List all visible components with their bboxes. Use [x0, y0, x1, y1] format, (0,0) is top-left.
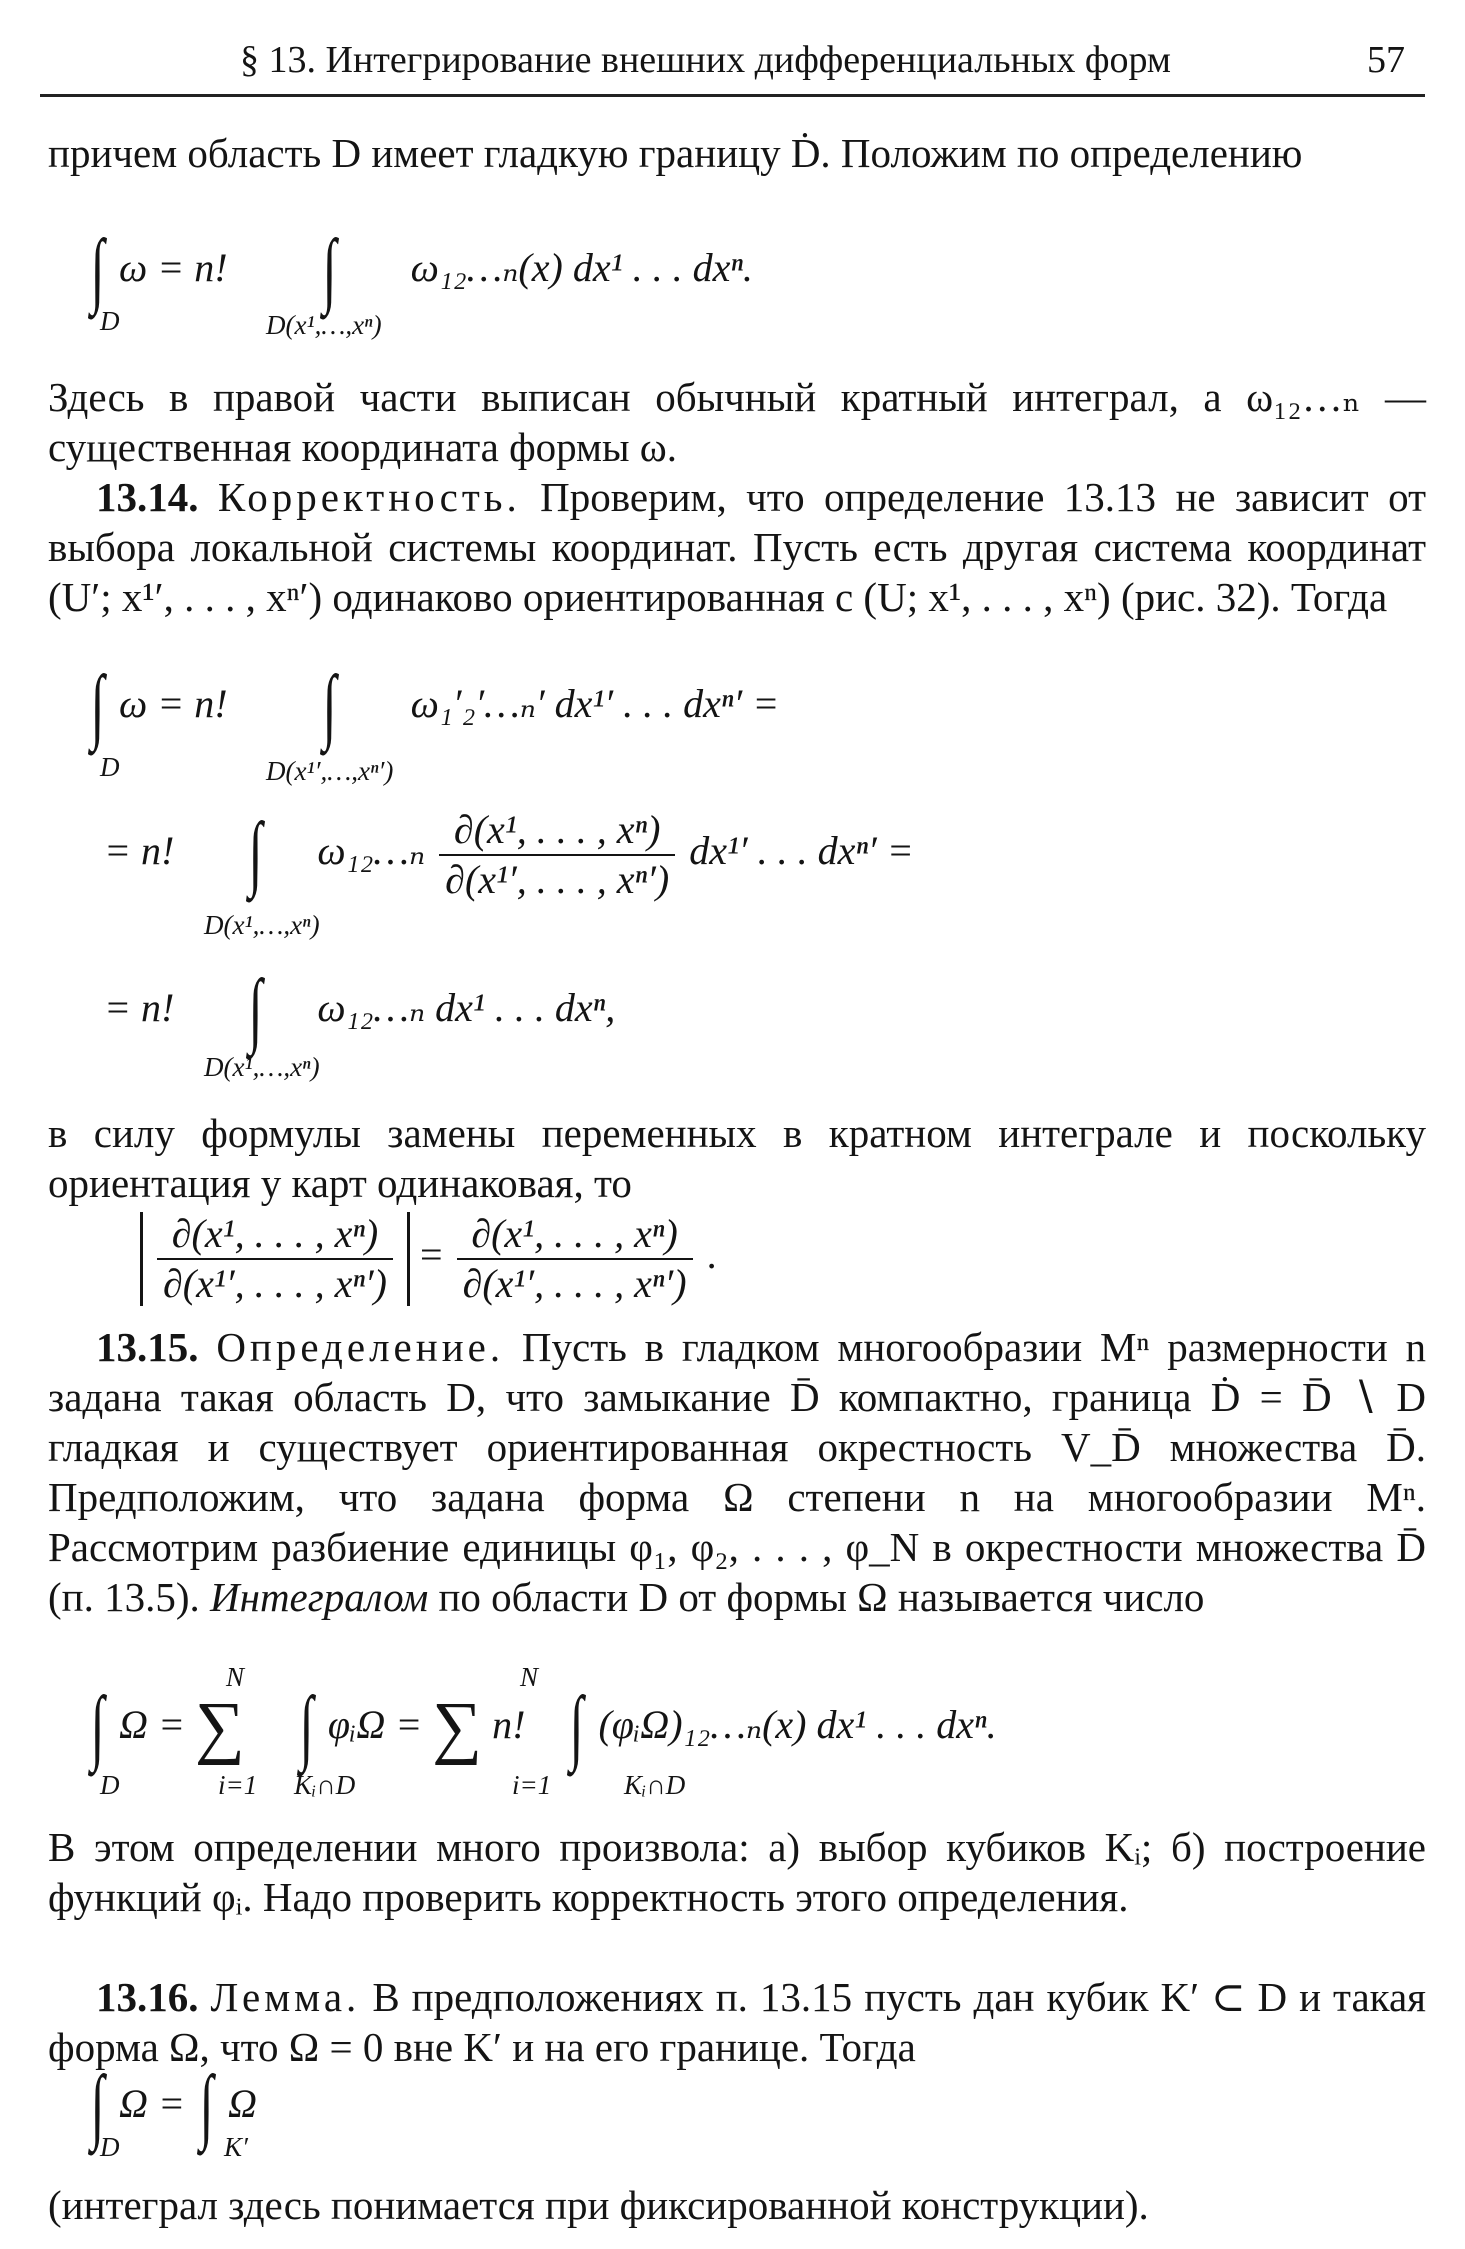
section-number: 13.16. [96, 1974, 199, 2020]
paragraph-3 [48, 472, 1426, 622]
section-heading: Корректность. [217, 474, 521, 520]
equation-6-factorial: n! [492, 1702, 526, 1747]
equation-1-lower-limit-right: D(x¹,…,xⁿ) [266, 310, 382, 340]
equation-6-lower-limit-K: Kᵢ∩D [294, 1770, 356, 1800]
equation-6-mid: φᵢΩ = [327, 1702, 423, 1747]
sum-upper-limit: N [520, 1662, 539, 1692]
equation-7-lower-limit-K: K′ [224, 2132, 248, 2162]
paragraph-5 [48, 1322, 1426, 1622]
jacobian-fraction-abs [157, 1212, 393, 1306]
equation-4-lead: = n! [104, 985, 175, 1030]
equation-6 [86, 1680, 997, 1773]
integral-sign: ∫ [90, 659, 105, 752]
equation-3-omega: ω₁₂…ₙ [317, 828, 426, 874]
paragraph-4-text: в силу формулы замены переменных в кратном интеграле и поскольку ориентация у карт одинаковая, то [48, 1110, 1426, 1206]
page-number: 57 [1367, 39, 1405, 81]
integral-sign: ∫ [322, 659, 336, 752]
jacobian-denominator: ∂(x¹′, . . . , xⁿ′) [163, 1261, 388, 1306]
paragraph-1-text: причем область D имеет гладкую границу Ḋ. Положим по определению [48, 130, 1303, 176]
equation-2-integrand: ω₁′₂′…ₙ′ dx¹′ . . . dxⁿ′ = [410, 681, 780, 726]
paragraph-8-text: (интеграл здесь понимается при фиксированной конструкции). [48, 2182, 1149, 2228]
paragraph-1 [48, 128, 1426, 178]
integral-sign: ∫ [248, 806, 263, 900]
sum-sign: ∑ [194, 1689, 245, 1766]
jacobian-denominator: ∂(x¹′, . . . , xⁿ′) [445, 857, 670, 902]
equation-5 [140, 1212, 717, 1306]
equation-1-integrand: ω₁₂…ₙ(x) dx¹ . . . dxⁿ. [410, 245, 753, 290]
paragraph-6 [48, 1822, 1426, 1922]
equation-4-lower-limit: D(x¹,…,xⁿ) [204, 1052, 320, 1082]
jacobian-denominator: ∂(x¹′, . . . , xⁿ′) [462, 1261, 687, 1306]
equation-3 [104, 808, 914, 902]
equation-7-lower-limit-D: D [100, 2132, 120, 2162]
integral-sign: ∫ [90, 1680, 105, 1773]
paragraph-2 [48, 372, 1426, 472]
jacobian-fraction [457, 1212, 693, 1306]
equation-7-lhs: Ω = [119, 2081, 185, 2126]
paragraph-7-text: В предположениях п. 13.15 пусть дан кубик K′ ⊂ D и такая форма Ω, что Ω = 0 вне K′ и на его границе. Тогда [48, 1974, 1426, 2070]
sum-upper-limit: N [226, 1662, 245, 1692]
jacobian-numerator: ∂(x¹, . . . , xⁿ) [457, 1212, 693, 1260]
integral-sign: ∫ [570, 1680, 584, 1773]
equation-4-integrand: ω₁₂…ₙ dx¹ . . . dxⁿ, [317, 985, 616, 1030]
jacobian-numerator: ∂(x¹, . . . , xⁿ) [439, 808, 675, 856]
equation-6-lower-limit-K: Kᵢ∩D [624, 1770, 686, 1800]
paragraph-6-text: В этом определении много произвола: а) выбор кубиков Kᵢ; б) построение функций φᵢ. Надо проверить корректность этого определения. [48, 1824, 1426, 1920]
equation-3-lower-limit: D(x¹,…,xⁿ) [204, 910, 320, 940]
sum-lower-limit: i=1 [512, 1770, 552, 1800]
equation-6-integrand: (φᵢΩ)₁₂…ₙ(x) dx¹ . . . dxⁿ. [598, 1702, 997, 1747]
equation-2-lower-limit-right: D(x¹′,…,xⁿ′) [266, 756, 394, 786]
equation-7-rhs: Ω [227, 2081, 257, 2126]
section-heading: Лемма. [210, 1974, 361, 2020]
integral-sign: ∫ [90, 223, 105, 316]
equation-1 [86, 223, 753, 316]
equation-6-lhs: Ω = [119, 1702, 185, 1747]
section-heading: Определение. [216, 1324, 505, 1370]
sum-sign: ∑ [432, 1689, 483, 1766]
equation-4 [104, 963, 616, 1056]
equals-sign: = [420, 1232, 443, 1278]
header-title: § 13. Интегрирование внешних дифференциальных форм [240, 39, 1171, 81]
equation-6-lower-limit-D: D [100, 1770, 120, 1800]
paragraph-5-emphasis: Интегралом [210, 1574, 429, 1620]
equation-2 [86, 659, 780, 752]
equation-2-lower-limit-left: D [100, 752, 120, 782]
paragraph-2-text: Здесь в правой части выписан обычный кратный интеграл, а ω₁₂…ₙ — существенная координата формы ω. [48, 374, 1426, 470]
jacobian-fraction [439, 808, 675, 902]
integral-sign: ∫ [248, 963, 263, 1056]
integral-sign: ∫ [90, 2059, 105, 2152]
absolute-value [140, 1212, 410, 1306]
equation-1-lower-limit-left: D [100, 306, 120, 336]
running-header [40, 38, 1425, 98]
integral-sign: ∫ [199, 2059, 214, 2152]
equation-3-lead: = n! [104, 828, 175, 874]
paragraph-4 [48, 1108, 1426, 1208]
equation-3-tail: dx¹′ . . . dxⁿ′ = [689, 828, 914, 874]
equation-2-lhs: ω = n! [119, 681, 228, 726]
paragraph-5-tail: по области D от формы Ω называется число [438, 1574, 1205, 1620]
paragraph-3-text: Проверим, что определение 13.13 не зависит от выбора локальной системы координат. Пусть есть другая система координат (U′; x¹′, . . . , xⁿ′) одинаково ориентированная с (U; x¹, . . . , xⁿ) (рис. 32). Тогда [48, 474, 1427, 620]
equation-5-end: . [706, 1232, 717, 1278]
equation-1-lhs: ω = n! [119, 245, 228, 290]
sum-lower-limit: i=1 [218, 1770, 258, 1800]
integral-sign: ∫ [299, 1680, 314, 1773]
paragraph-5-text: Пусть в гладком многообразии Mⁿ размерности n задана такая область D, что замыкание D̄ компактно, граница Ḋ = D̄ ∖ D гладкая и существует ориентированная окрестность V_D̄ множества D̄. Предположим, что задана форма Ω степени n на многообразии Mⁿ. Рассмотрим разбиение единицы φ₁, φ₂, . . . , φ_N в окрестности множества D̄ (п. 13.5). [48, 1324, 1427, 1620]
jacobian-numerator: ∂(x¹, . . . , xⁿ) [157, 1212, 393, 1260]
integral-sign: ∫ [322, 223, 336, 316]
header-rule [40, 94, 1425, 97]
section-number: 13.15. [96, 1324, 199, 1370]
paragraph-8 [48, 2180, 1426, 2230]
paragraph-7 [48, 1972, 1426, 2072]
section-number: 13.14. [96, 474, 199, 520]
